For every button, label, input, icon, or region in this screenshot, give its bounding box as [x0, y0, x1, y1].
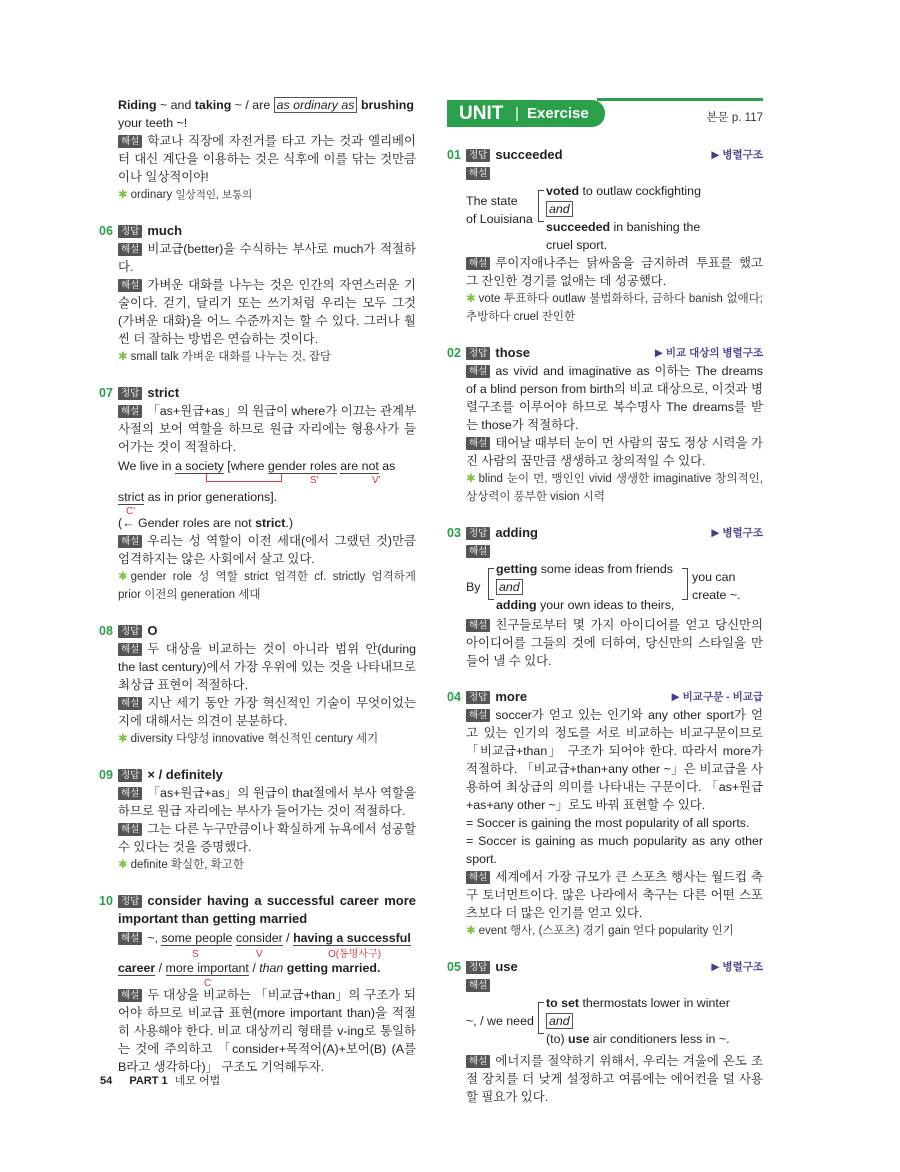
exercise-label: Exercise — [527, 105, 589, 122]
question-02: 02 ▶ 비교 대상의 병렬구조 정답 those 해설 as vivid and imaginative as 이하는 The dreams of a blind person from birth의 비교 대상으로, 이것과 병렬구조를 이루어야 하므로 복수명사 The dreams를 받는 those가 적절하다. 해설 태어날 때부터 눈이 먼 사람의 꿈도 정상 시력을 가진 사람의 꿈만큼 생생하고 창의적일 수 있다. ✱ blind 눈이 먼, 맹인인 vivid 생생한 imaginative 창의적인, 상상력이 풍부한 vision 시력 — [447, 345, 763, 503]
parallel-diagram-05: ~, / we need to set thermostats lower in winter and (to) use air conditioners less in ~. — [466, 996, 730, 1046]
page-reference: 본문 p. 117 — [706, 112, 763, 124]
part-label: PART 1 — [129, 1075, 168, 1087]
left-column — [99, 96, 416, 1076]
unit-exercise-banner: UNIT | Exercise 본문 p. 117 — [447, 98, 763, 127]
question-05: 05 ▶ 병렬구조 정답 use 해설 ~, / we need to set thermostats lower in winter and (to) use air conditioners less in ~. 해설 에너지를 절약하기 위해서, 우리는 겨울에 온도 조절 장치를 더 낮게 설정하고 여름에는 에어컨을 덜 사용할 필요가 있다. — [447, 959, 763, 1104]
question-08: 08 정답 O 해설 두 대상을 비교하는 것이 아니라 범위 안(during the last century)에서 가장 우위에 있는 것을 나타내므로 최상급 표현이 적절하다. 해설 지난 세기 동안 가장 혁신적인 기술이 무엇이었는지에 대해서는 의견이 분분하다. ✱ diversity 다양성 innovative 혁신적인 century 세기 — [99, 623, 416, 745]
question-10: 10 정답 consider having a successful career more important than getting married 해설 ~, some people consider / having a successful S V O(동명사구) career / more important / than getting married. C 해설 두 대상을 비교하는 「비교급+than」의 구조가 되어야 하므로 비교급 표현(more important than)을 적절히 사용해야 한다. 비교 대상끼리 형태를 v-ing로 통일하는 것에 주의하고 「consider+목적어(A)+보어(B) (A를 B라고 생각하다)」 구조도 기억해두자. — [99, 893, 416, 1074]
question-09: 09 정답 × / definitely 해설 「as+원급+as」의 원급이 that절에서 부사 역할을 하므로 원급 자리에는 부사가 들어가는 것이 적절하다. 해설 그는 다른 누구만큼이나 확실하게 뉴욕에서 성공할 수 있다는 것을 증명했다. ✱ definite 확실한, 확고한 — [99, 767, 416, 871]
parallel-diagram-03: By getting some ideas from friends and adding your own ideas to theirs, you can create ~. — [466, 562, 741, 612]
question-01: 01 ▶ 병렬구조 정답 succeeded 해설 The state of Louisiana voted to outlaw cockfighting and succeeded in banishing the cruel sport. 해설 루이지애나주는 닭싸움을 금지하려 투표를 했고 그 잔인한 경기를 없애는 데 성공했다. ✱ vote 투표하다 outlaw 불법화하다, 금하다 banish 없애다; 추방하다 cruel 잔인한 — [447, 147, 763, 323]
question-04: 04 ▶ 비교구문 - 비교급 정답 more 해설 soccer가 얻고 있는 인기와 any other sport가 얻고 있는 인기의 정도를 서로 비교하는 비교구문이므로 「비교급+than」 구조가 되어야 한다. 따라서 more가 적절하다. 「비교급+than+any other ~」은 비교급을 사용하여 최상급의 의미를 나타내는 구문이다. 「as+원급+as+any other ~」로도 바꿔 표현할 수 있다. = Soccer is gaining the most popularity of all sports. = Soccer is gaining as much popularity as any other sport. 해설 세계에서 가장 규모가 큰 스포츠 행사는 월드컵 축구 토너먼트이다. 많은 나라에서 축구는 다른 어떤 스포츠보다 더 많은 인기를 얻고 있다. ✱ event 행사, (스포츠) 경기 gain 얻다 popularity 인기 — [447, 689, 763, 937]
chapter-label: 네모 어법 — [174, 1075, 221, 1087]
parallel-diagram-01: The state of Louisiana voted to outlaw cockfighting and succeeded in banishing the cruel sport. — [466, 184, 701, 252]
boxed-phrase: as ordinary as — [274, 97, 358, 113]
question-06: 06 정답 much 해설 비교급(better)을 수식하는 부사로 much가 적절하다. 해설 가벼운 대화를 나누는 것은 인간의 자연스러운 기술이다. 걷기, 달리기 또는 쓰기처럼 우리는 모두 그것(가벼운 대화)을 어느 수준까지는 할 수 있다. 그러나 훨씬 더 잘하는 방법은 연습하는 것이다. ✱ small talk 가벼운 대화를 나누는 것, 잡담 — [99, 223, 416, 363]
page-number: 54 — [100, 1075, 113, 1087]
question-03: 03 ▶ 병렬구조 정답 adding 해설 By getting some ideas from friends and adding your own ideas to theirs, you can create ~. 해설 친구들로부터 몇 가지 아이디어를 얻고 당신만의 아이디어를 그들의 것에 더하여, 당신만의 스타일을 만들어 낼 수 있다. — [447, 525, 763, 668]
right-column — [447, 146, 763, 1106]
question-07: 07 정답 strict 해설 「as+원급+as」의 원급이 where가 이끄는 관계부사절의 보어 역할을 하므로 원급 자리에는 형용사가 들어가는 것이 적절하다. We live in a society [where gender roles are not as S' V' strict as in prior generations]. C' (← Gender roles are not strict.) 해설 우리는 성 역할이 이전 세대(에서 그랬던 것)만큼 엄격하지는 않은 사회에서 살고 있다. ✱ gender role 성 역할 strict 엄격한 cf. strictly 엄격하게 prior 이전의 generation 세대 — [99, 385, 416, 601]
unit-label: UNIT — [459, 103, 504, 124]
page-footer — [100, 1072, 220, 1088]
intro-block: Riding ~ and taking ~ / are as ordinary as brushing your teeth ~! 해설 학교나 직장에 자전거를 타고 가는 것과 엘리베이터 대신 계단을 이용하는 것은 식후에 이를 닦는 것만큼이나 일상적이야! ✱ ordinary 일상적인, 보통의 — [118, 98, 416, 201]
